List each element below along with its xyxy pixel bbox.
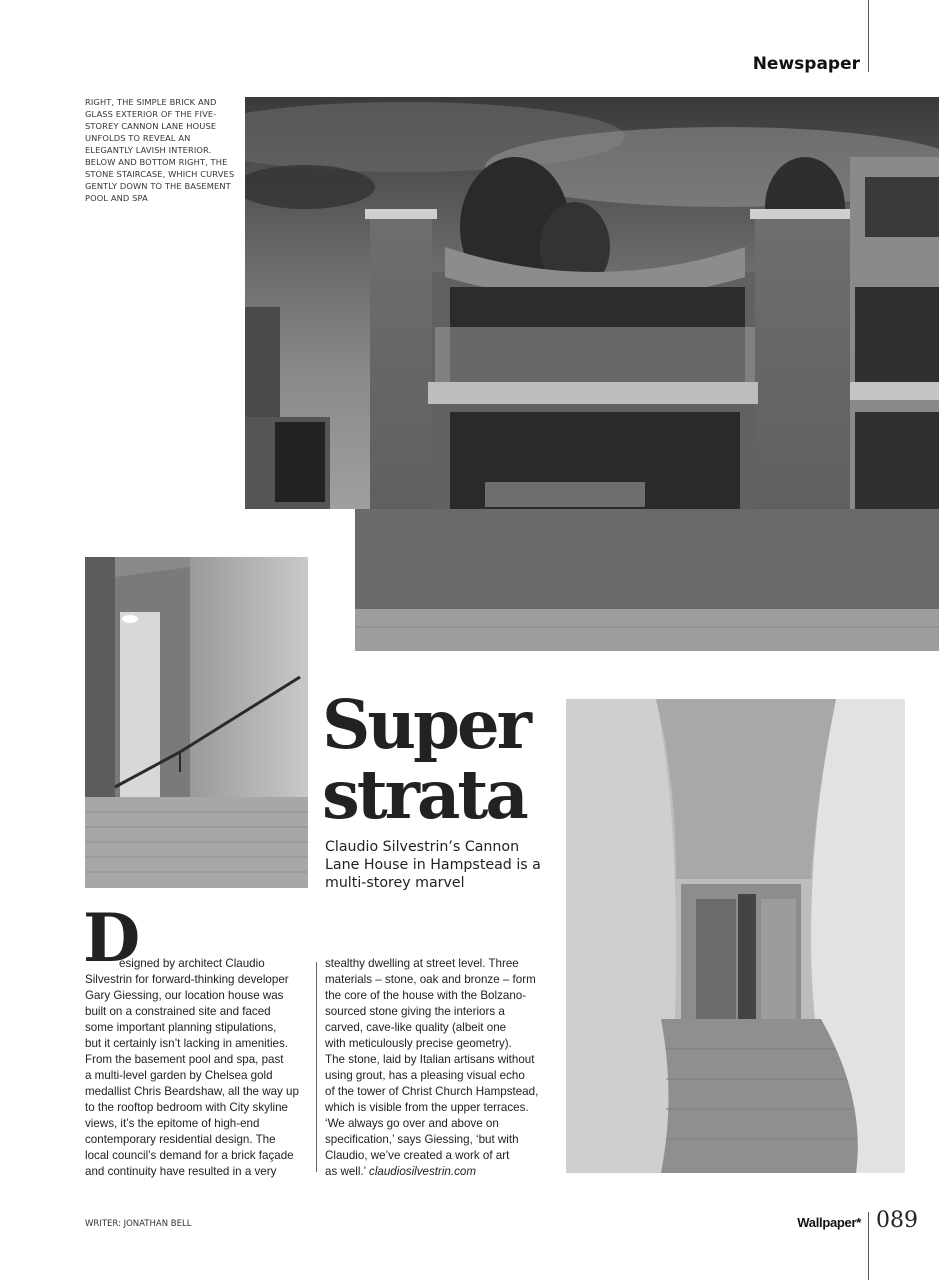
body-line: views, it’s the epitome of high-end [85, 1117, 260, 1130]
body-line: and continuity have resulted in a very [85, 1165, 277, 1178]
headline-line-1: Super [322, 685, 529, 764]
headline-line-2: strata [322, 755, 526, 834]
body-line: carved, cave-like quality (albeit one [325, 1021, 507, 1034]
headline [322, 685, 562, 834]
body-line: esigned by architect Claudio [119, 957, 265, 970]
writer-credit: WRITER: JONATHAN BELL [85, 1219, 192, 1229]
body-text: as well.’ [325, 1165, 370, 1178]
body-line: Gary Giessing, our location house was [85, 989, 284, 1002]
body-line: sourced stone giving the interiors a [325, 1005, 505, 1018]
body-line: medallist Chris Beardshaw, all the way up [85, 1085, 299, 1098]
corridor-photo [566, 699, 905, 1173]
body-line: using grout, has a pleasing visual echo [325, 1069, 525, 1082]
body-line: ‘We always go over and above on [325, 1117, 499, 1130]
body-line: with meticulously precise geometry). [325, 1037, 512, 1050]
body-column-2 [325, 956, 557, 1180]
bottom-vertical-rule [868, 1212, 869, 1280]
column-divider [316, 962, 317, 1172]
body-line: which is visible from the upper terraces. [325, 1101, 529, 1114]
body-line: From the basement pool and spa, past [85, 1053, 284, 1066]
body-line: to the rooftop bedroom with City skyline [85, 1101, 288, 1114]
body-line: The stone, laid by Italian artisans without [325, 1053, 535, 1066]
section-label: Newspaper [752, 54, 860, 74]
top-vertical-rule [868, 0, 869, 72]
body-line: but it certainly isn’t lacking in amenities. [85, 1037, 288, 1050]
body-line: local council’s demand for a brick façade [85, 1149, 294, 1162]
body-line: built on a constrained site and faced [85, 1005, 271, 1018]
page-number: 089 [876, 1208, 918, 1233]
body-line: the core of the house with the Bolzano- [325, 989, 527, 1002]
body-line: of the tower of Christ Church Hampstead, [325, 1085, 539, 1098]
website-link[interactable]: claudiosilvestrin.com [369, 1165, 476, 1178]
body-line: Silvestrin for forward-thinking developer [85, 973, 289, 986]
body-line: stealthy dwelling at street level. Three [325, 957, 519, 970]
body-line: some important planning stipulations, [85, 1021, 277, 1034]
body-line: materials – stone, oak and bronze – form [325, 973, 536, 986]
body-line: a multi-level garden by Chelsea gold [85, 1069, 273, 1082]
body-line: contemporary residential design. The [85, 1133, 276, 1146]
body-line-last [325, 1164, 557, 1180]
body-column-1 [85, 956, 310, 1180]
exterior-photo [245, 97, 939, 651]
drop-cap: D [83, 899, 141, 977]
staircase-photo [85, 557, 308, 888]
body-line: specification,’ says Giessing, ‘but with [325, 1133, 519, 1146]
brand-logo: Wallpaper* [797, 1215, 861, 1230]
body-line: Claudio, we’ve created a work of art [325, 1149, 510, 1162]
photo-caption: RIGHT, THE SIMPLE BRICK AND GLASS EXTERIOR OF THE FIVE-STOREY CANNON LANE HOUSE UNFOLDS TO REVEAL AN ELEGANTLY LAVISH INTERIOR. BELOW AND BOTTOM RIGHT, THE STONE STAIRCASE, WHICH CURVES GENTLY DOWN TO THE BASEMENT POOL AND SPA [85, 97, 235, 203]
subheadline: Claudio Silvestrin’s Cannon Lane House in Hampstead is a multi-storey marvel [325, 839, 541, 891]
